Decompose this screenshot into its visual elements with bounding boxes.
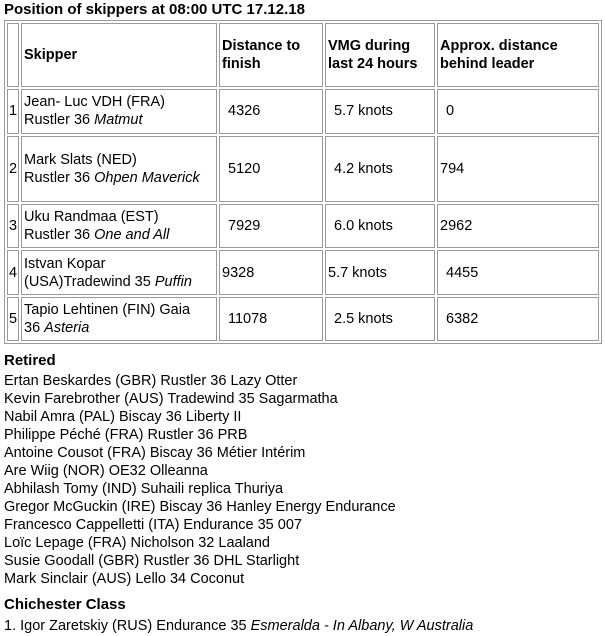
- row-distance: 11078: [219, 297, 323, 341]
- row-behind: 794: [437, 136, 599, 202]
- row-vmg: 4.2 knots: [325, 136, 435, 202]
- row-vmg: 5.7 knots: [325, 89, 435, 133]
- skipper-name: Tapio Lehtinen (FIN) Gaia: [24, 301, 191, 318]
- boat-name: Ohpen Maverick: [94, 169, 200, 186]
- header-skipper: Skipper: [21, 23, 217, 87]
- skipper-name: Jean- Luc VDH (FRA): [24, 94, 166, 111]
- skipper-name: Uku Randmaa (EST): [24, 209, 159, 226]
- boat-class: Rustler 36: [24, 112, 95, 129]
- header-pos-cell: [7, 23, 19, 87]
- row-vmg: 2.5 knots: [325, 297, 435, 341]
- list-item: Francesco Cappelletti (ITA) Endurance 35 007: [4, 517, 302, 533]
- row-pos: 2: [7, 136, 19, 202]
- row-behind: 2962: [437, 204, 599, 248]
- table-row: [7, 204, 599, 248]
- row-pos: 3: [7, 204, 19, 248]
- table-row: [7, 89, 599, 133]
- row-behind: 6382: [437, 297, 599, 341]
- skipper-name: Istvan Kopar: [24, 255, 106, 272]
- chichester-entry: [4, 617, 473, 635]
- boat-name: One and All: [94, 227, 170, 244]
- table-row: [7, 250, 599, 294]
- retired-list: [4, 372, 396, 588]
- boat-class: (USA)Tradewind 35: [24, 273, 155, 290]
- list-item: Are Wiig (NOR) OE32 Olleanna: [4, 463, 208, 479]
- boat-name: Puffin: [154, 273, 192, 290]
- row-skipper: [21, 297, 217, 341]
- page-title: Position of skippers at 08:00 UTC 17.12.18: [4, 1, 305, 18]
- row-distance: 9328: [219, 250, 323, 294]
- boat-name: Asteria: [44, 319, 90, 336]
- boat-class: Rustler 36: [24, 227, 95, 244]
- retired-heading: Retired: [4, 352, 56, 369]
- list-item: Kevin Farebrother (AUS) Tradewind 35 Sagarmatha: [4, 391, 338, 407]
- header-behind: Approx. distance behind leader: [437, 23, 599, 87]
- list-item: Philippe Péché (FRA) Rustler 36 PRB: [4, 427, 248, 443]
- list-item: Susie Goodall (GBR) Rustler 36 DHL Starlight: [4, 553, 300, 569]
- boat-class: Rustler 36: [24, 169, 95, 186]
- list-item: Mark Sinclair (AUS) Lello 34 Coconut: [4, 571, 245, 587]
- boat-name: Matmut: [94, 112, 143, 129]
- list-item: Gregor McGuckin (IRE) Biscay 36 Hanley Energy Endurance: [4, 499, 396, 515]
- header-vmg: VMG during last 24 hours: [325, 23, 435, 87]
- row-pos: 5: [7, 297, 19, 341]
- chichester-heading: Chichester Class: [4, 596, 126, 613]
- row-distance: 4326: [219, 89, 323, 133]
- row-skipper: [21, 204, 217, 248]
- list-item: Abhilash Tomy (IND) Suhaili replica Thuriya: [4, 481, 284, 497]
- row-skipper: [21, 136, 217, 202]
- row-pos: 4: [7, 250, 19, 294]
- row-skipper: [21, 89, 217, 133]
- boat-class: 36: [24, 319, 45, 336]
- list-item: Antoine Cousot (FRA) Biscay 36 Métier Intérim: [4, 445, 306, 461]
- list-item: Nabil Amra (PAL) Biscay 36 Liberty II: [4, 409, 242, 425]
- list-item: Loïc Lepage (FRA) Nicholson 32 Laaland: [4, 535, 270, 551]
- row-behind: 4455: [437, 250, 599, 294]
- row-behind: 0: [437, 89, 599, 133]
- list-item: Ertan Beskardes (GBR) Rustler 36 Lazy Otter: [4, 373, 298, 389]
- row-vmg: 6.0 knots: [325, 204, 435, 248]
- standings-table: [4, 20, 602, 344]
- table-row: [7, 297, 599, 341]
- row-distance: 5120: [219, 136, 323, 202]
- row-distance: 7929: [219, 204, 323, 248]
- row-skipper: [21, 250, 217, 294]
- skipper-name: Mark Slats (NED): [24, 151, 137, 168]
- table-row: [7, 136, 599, 202]
- table-header-row: [7, 23, 599, 87]
- chichester-entry-boat: Esmeralda - In Albany, W Australia: [250, 618, 474, 634]
- row-pos: 1: [7, 89, 19, 133]
- header-distance: Distance to finish: [219, 23, 323, 87]
- chichester-entry-text: 1. Igor Zaretskiy (RUS) Endurance 35: [4, 618, 251, 634]
- row-vmg: 5.7 knots: [325, 250, 435, 294]
